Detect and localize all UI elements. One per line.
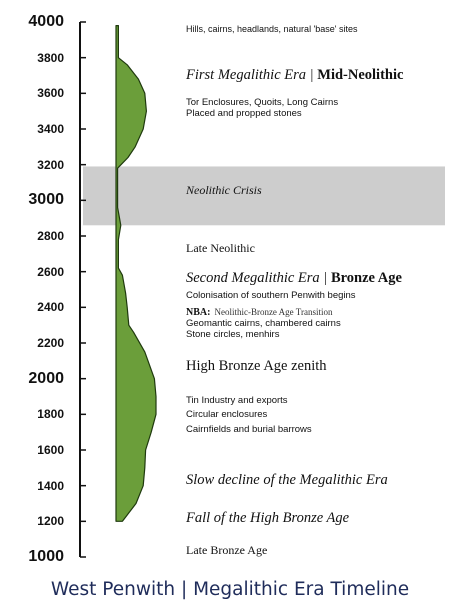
axis-tick-label-2400: 2400 [37, 300, 64, 315]
axis-tick-label-3600: 3600 [37, 86, 64, 101]
annotation-nba [186, 305, 332, 319]
annotation-placed-stones: Placed and propped stones [186, 108, 302, 119]
axis-tick-label-2000: 2000 [28, 369, 64, 387]
axis-tick-label-3400: 3400 [37, 122, 64, 136]
annotation-fall: Fall of the High Bronze Age [186, 510, 350, 526]
annotation-colonisation: Colonisation of southern Penwith begins [186, 290, 356, 301]
annotation-slow-decline: Slow decline of the Megalithic Era [186, 472, 388, 488]
annotation-first-era [186, 67, 403, 84]
annotation-tor-enclosures: Tor Enclosures, Quoits, Long Cairns [186, 97, 339, 108]
axis-tick-label-2200: 2200 [37, 336, 64, 350]
annotation-geomantic-cairns: Geomantic cairns, chambered cairns [186, 318, 341, 329]
axis-tick-label-2600: 2600 [37, 264, 64, 279]
second-era-label: Second Megalithic Era | [186, 270, 331, 286]
first-era-label: First Megalithic Era | [186, 67, 318, 83]
annotation-neolithic-crisis: Neolithic Crisis [186, 183, 262, 197]
annotation-zenith: High Bronze Age zenith [186, 358, 327, 374]
axis-tick-label-3800: 3800 [37, 50, 64, 65]
axis-tick-label-1800: 1800 [37, 407, 64, 422]
nba-value: Neolithic-Bronze Age Transition [214, 307, 333, 317]
axis-tick-label-1600: 1600 [37, 443, 64, 457]
annotation-cairnfields: Cairnfields and burial barrows [186, 424, 312, 435]
axis-tick-label-2800: 2800 [37, 229, 64, 243]
axis-tick-label-1000: 1000 [28, 548, 64, 565]
annotation-late-bronze-age: Late Bronze Age [186, 543, 268, 557]
axis-tick-label-4000: 4000 [28, 13, 64, 30]
axis-tick-label-1400: 1400 [37, 478, 64, 493]
nba-key: NBA: [186, 307, 211, 318]
axis-tick-label-3200: 3200 [37, 157, 64, 172]
annotation-hills: Hills, cairns, headlands, natural 'base' sites [186, 24, 358, 34]
annotation-tin-industry: Tin Industry and exports [186, 395, 288, 406]
axis-tick-label-3000: 3000 [28, 191, 64, 209]
second-era-period: Bronze Age [330, 270, 402, 286]
annotation-second-era [186, 270, 402, 287]
annotation-circular-enclosures: Circular enclosures [186, 409, 268, 420]
neolithic-crisis-band [83, 166, 445, 225]
annotation-stone-circles: Stone circles, menhirs [186, 329, 280, 340]
first-era-period: Mid-Neolithic [317, 67, 404, 83]
megalithic-activity-shape [116, 26, 156, 522]
page-title: West Penwith | Megalithic Era Timeline [50, 579, 410, 600]
axis-tick-label-1200: 1200 [37, 514, 64, 529]
annotation-late-neolithic: Late Neolithic [186, 241, 255, 255]
